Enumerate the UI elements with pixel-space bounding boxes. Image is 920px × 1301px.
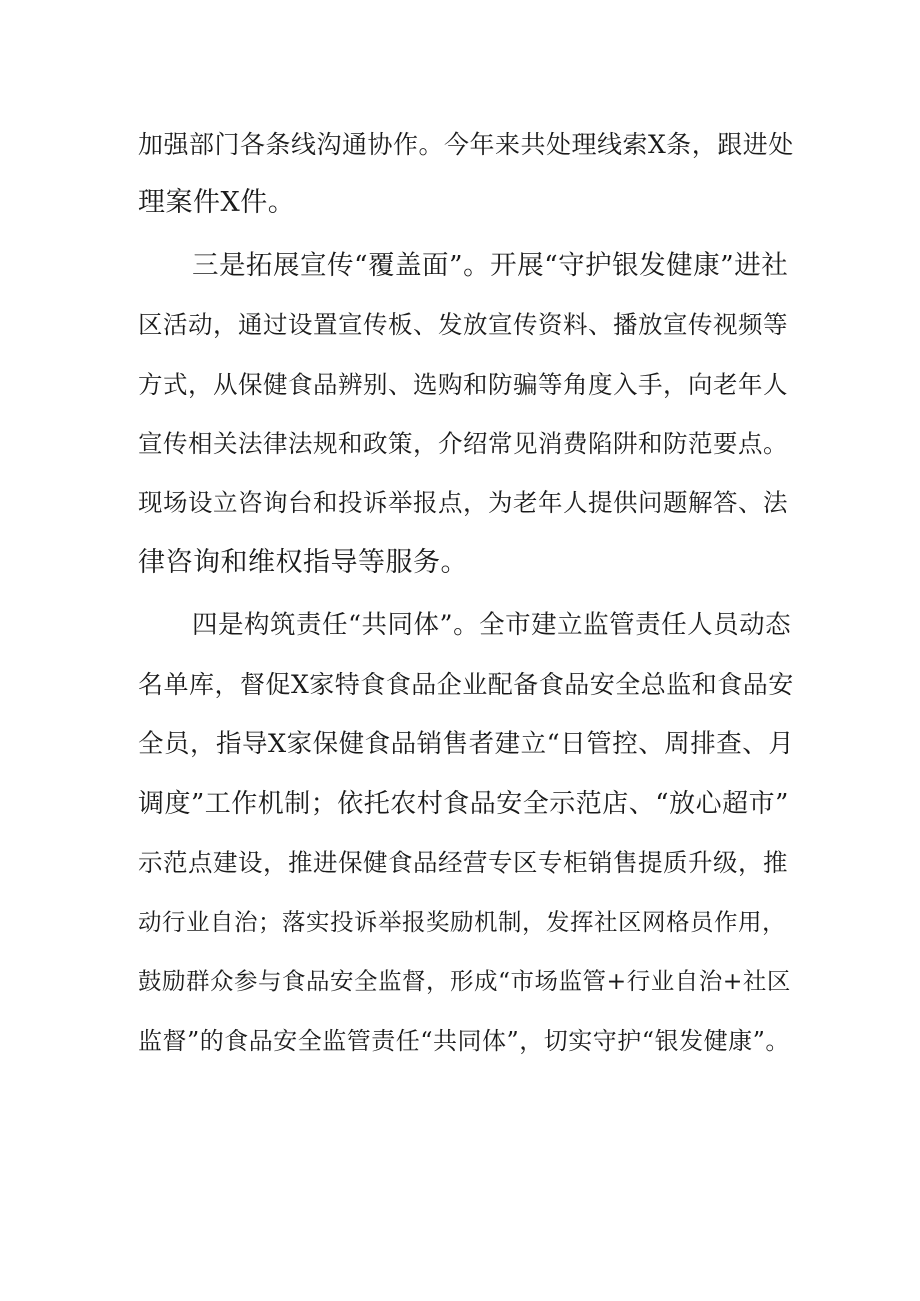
paragraph-3-line-7: 鼓励群众参与食品安全监督，形成“市场监管+行业自治+社区 bbox=[138, 967, 791, 995]
paragraph-3-line-8: 监督”的食品安全监管责任“共同体”，切实守护“银发健康”。 bbox=[138, 1027, 790, 1055]
paragraph-2-line-1: 三是拓展宣传“覆盖面”。开展“守护银发健康”进社 bbox=[192, 250, 789, 281]
paragraph-3-line-2: 名单库，督促X家特食食品企业配备食品安全总监和食品安 bbox=[138, 670, 794, 699]
paragraph-3-line-5: 示范点建设，推进保健食品经营专区专柜销售提质升级，推 bbox=[138, 848, 788, 877]
paragraph-3-line-1: 四是构筑责任“共同体”。全市建立监管责任人员动态 bbox=[192, 610, 792, 640]
paragraph-2-line-6: 律咨询和维权指导等服务。 bbox=[138, 547, 468, 578]
paragraph-2-line-5: 现场设立咨询台和投诉举报点，为老年人提供问题解答、法 bbox=[138, 488, 788, 517]
paragraph-3-line-4: 调度”工作机制；依托农村食品安全示范店、“放心超市” bbox=[138, 789, 789, 819]
paragraph-2-line-4: 宣传相关法律法规和政策，介绍常见消费陷阱和防范要点。 bbox=[138, 429, 788, 458]
paragraph-2-line-3: 方式，从保健食品辨别、选购和防骗等角度入手，向老年人 bbox=[138, 370, 788, 399]
paragraph-2-line-2: 区活动，通过设置宣传板、发放宣传资料、播放宣传视频等 bbox=[138, 310, 788, 339]
paragraph-1-line-1: 加强部门各条线沟通协作。今年来共处理线索X条，跟进处 bbox=[138, 130, 794, 159]
paragraph-1-line-2: 理案件X件。 bbox=[138, 187, 296, 218]
paragraph-3-line-6: 动行业自治；落实投诉举报奖励机制，发挥社区网格员作用， bbox=[138, 908, 786, 936]
paragraph-3-line-3: 全员，指导X家保健食品销售者建立“日管控、周排查、月 bbox=[138, 729, 795, 759]
